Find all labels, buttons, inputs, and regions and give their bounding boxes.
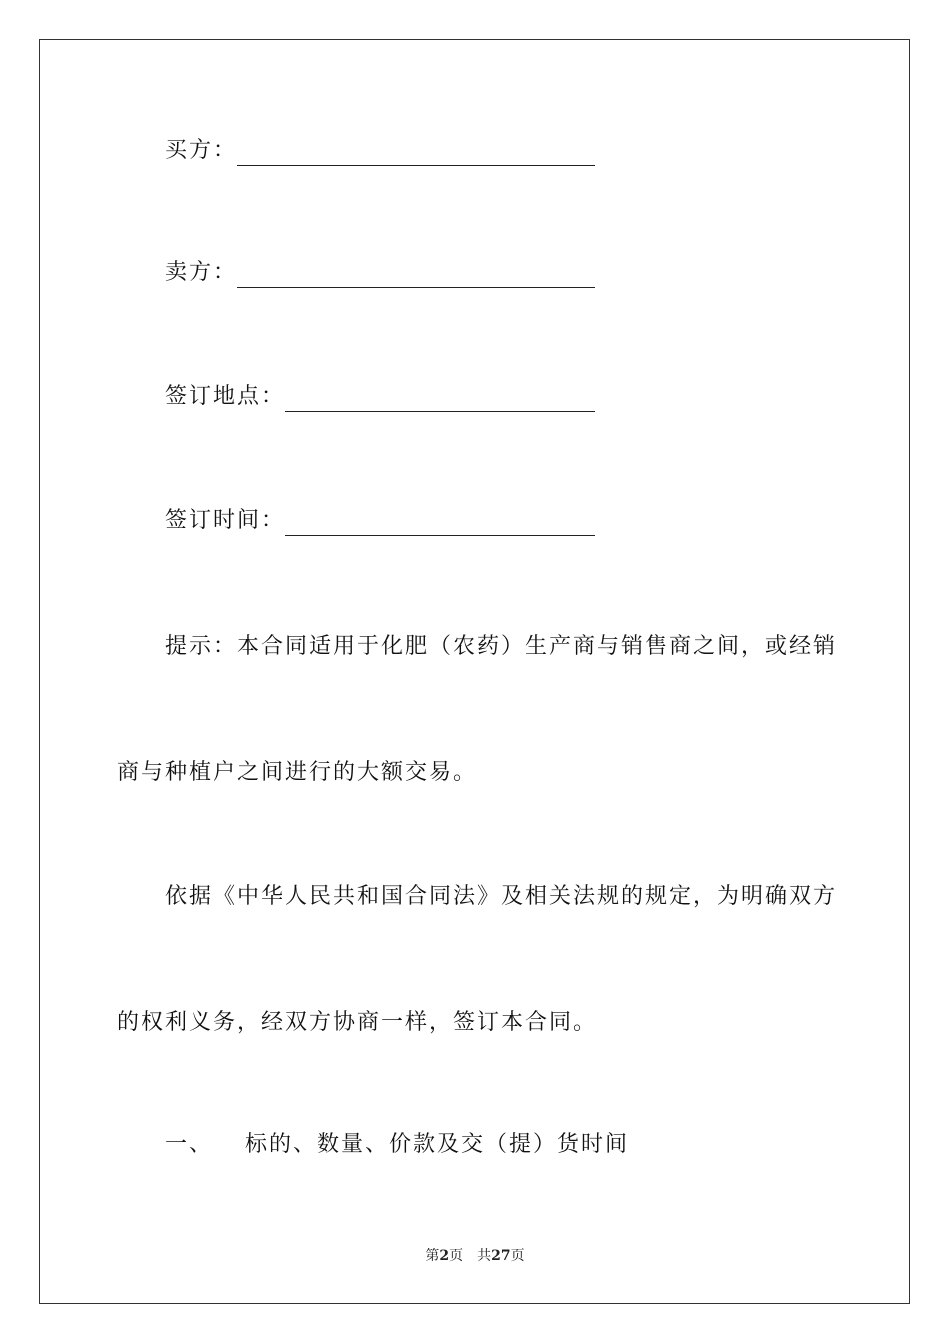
buyer-label: 买方： [165,138,238,163]
hint-line-1: 提示：本合同适用于化肥（农药）生产商与销售商之间，或经销 [165,634,838,659]
sign-time-field [165,506,595,536]
page-mid: 页 共 [449,1248,492,1264]
seller-field [165,258,595,288]
seller-blank[interactable] [237,263,595,288]
section-1-number: 一、 [165,1132,214,1157]
page-border [39,39,910,1304]
sign-time-label: 签订时间： [165,508,286,533]
section-1-heading [165,1130,629,1160]
basis-line-1: 依据《中华人民共和国合同法》及相关法规的规定，为明确双方 [165,884,838,909]
sign-time-blank[interactable] [285,511,595,536]
sign-place-label: 签订地点： [165,384,286,409]
seller-label: 卖方： [165,260,238,285]
page-suffix: 页 [510,1248,525,1264]
page-total: 27 [491,1248,511,1264]
sign-place-field [165,382,595,412]
hint-line-2: 商与种植户之间进行的大额交易。 [117,760,478,785]
page-current: 2 [439,1248,450,1264]
basis-line-2: 的权利义务，经双方协商一样，签订本合同。 [117,1010,598,1035]
sign-place-blank[interactable] [285,387,595,412]
page-prefix: 第 [425,1248,440,1264]
page-footer [0,1246,950,1266]
buyer-field [165,136,595,166]
section-1-title: 标的、数量、价款及交（提）货时间 [245,1132,630,1157]
buyer-blank[interactable] [237,141,595,166]
